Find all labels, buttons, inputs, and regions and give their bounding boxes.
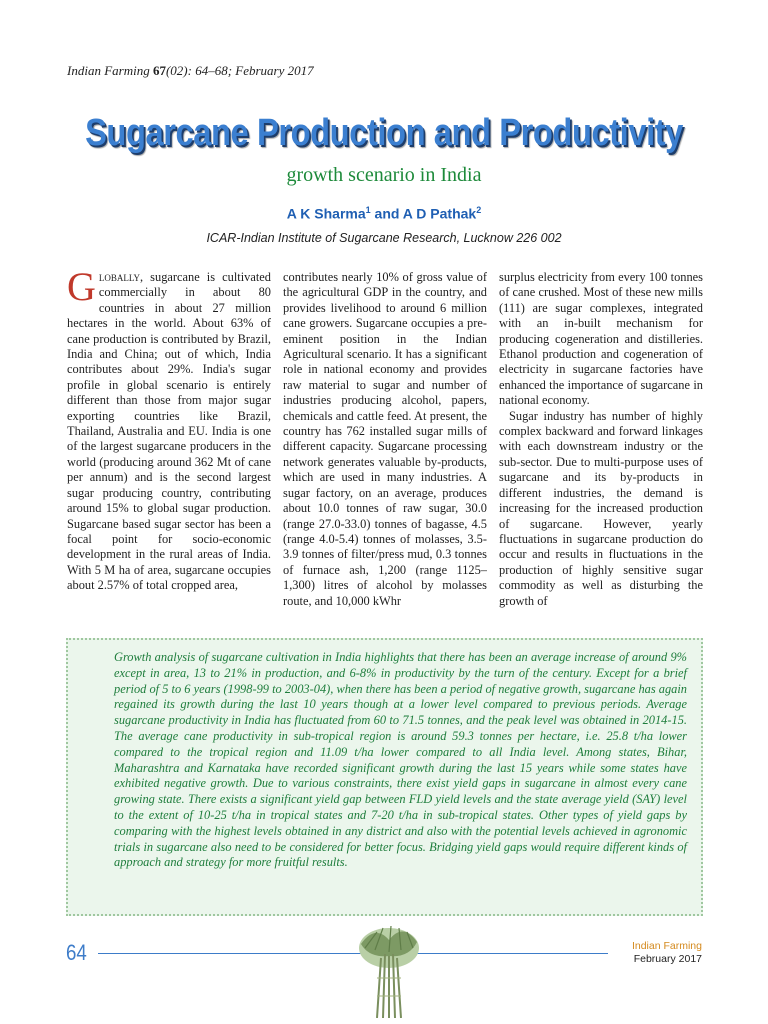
body-columns — [67, 270, 703, 622]
body-text: sugarcane is cultivated commercially in about 80 countries in about 27 million hectares in the world. About 63% of cane production is contributed by Brazil, India and China; out of which, India contributes about 29%. India's sugar profile in global scenario is entirely different than those from major sugar exporting countries like Brazil, Thailand, Australia and EU. India is one of the largest sugarcane producers in the world (producing around 362 Mt of cane per annum) and is the second largest sugar producing country, contributing around 15% to global sugar production. Sugarcane based sugar sector has been a focal point for socio-economic development in the rural areas of India. With 5 M ha of area, sugarcane occupies about 2.57% of total cropped area, — [67, 270, 271, 593]
citation-volume: 67 — [152, 63, 166, 78]
summary-text: Growth analysis of sugarcane cultivation in India highlights that there has been an average increase of around 9% except in area, 13 to 21% in production, and 6-8% in productivity by the turn of the century. Except for a brief period of 5 to 6 years (1998-99 to 2003-04), when there has been a period of negative growth, sugarcane has again regained its growth during the last 10 years though at a lower level compared to previous periods. Average sugarcane productivity in India has fluctuated from 60 to 71.5 tonnes, and the peak level was obtained in 2014-15. The average cane productivity in sub-tropical region is around 59.3 tonnes per hectare, i.e. 25.8 t/ha lower compared to the tropical region and 11.09 t/ha lower compared to all India level. Among states, Bihar, Maharashtra and Karnataka have recorded significant growth during the last 15 years while some states have exhibited negative growth. Due to various constraints, there exist yield gaps in sugarcane in almost every cane growing state. There exists a significant yield gap between FLD yield levels and the state average yield (SAY) level to the extent of 10-25 t/ha in tropical states and 7-20 t/ha in sub-tropical states. Other types of yield gaps by comparing with the highest levels obtained in any district and also with the potential levels achieved in agronomic trials in sugarcane also need to be considered for better focus. Bridging yield gaps would require different kinds of approach and strategy for more fruitful results. — [114, 650, 687, 870]
body-paragraph: contributes nearly 10% of gross value of the agricultural GDP in the country, and provides livelihood to around 6 million cane growers. Sugarcane occupies a pre-eminent position in the Indian Agricultural scenario. It has a significant role in national economy and provides raw material to sugar and number of industries producing alcohol, papers, chemicals and cattle feed. At present, the country has 762 installed sugar mills of different capacity. Sugarcane processing network generates valuable by-products, which are used in many industries. A sugar factory, on an average, produces about 10.0 tonnes of raw sugar, 30.0 (range 27.0-33.0) tonnes of bagasse, 4.5 (range 4.0-5.4) tonnes of molasses, 3.5-3.9 tonnes of filter/press mud, 0.3 tonnes of furnace ash, 1,200 (range 1125–1,300) litres of alcohol by molasses route, and 10,000 kWhr — [283, 270, 487, 608]
affiliation: ICAR-Indian Institute of Sugarcane Research, Lucknow 226 002 — [206, 231, 562, 245]
article-title: Sugarcane Production and Productivity — [85, 112, 683, 154]
body-paragraph: Sugar industry has number of highly complex backward and forward linkages with each downstream industry or the sub-sector. Due to multi-purpose uses of sugarcane and its by-products in different industries, the demand is increasing for the increased production of sugarcane. However, yearly fluctuations in sugarcane production do occur and results in fluctuations in the production of highly sensitive sugar commodity as well as disturbing the growth of — [499, 408, 703, 608]
lead-in-smallcaps: lobally, — [98, 270, 144, 284]
article-subtitle: growth scenario in India — [286, 164, 482, 186]
body-paragraph: surplus electricity from every 100 tonnes of cane crushed. Most of these new mills (111) are sugar complexes, integrated with an in-built mechanism for producing cogeneration and distilleries. Ethanol production and cogeneration of electricity in sugarcane factories have enhanced the importance of sugarcane in national economy. — [499, 270, 703, 408]
summary-box — [66, 638, 703, 916]
citation-issue: (02): 64–68; February 2017 — [165, 63, 314, 78]
body-column-1 — [67, 270, 271, 622]
body-column-3 — [499, 270, 703, 622]
citation-journal: Indian Farming — [67, 63, 150, 78]
author-2-affil-mark: 2 — [476, 205, 482, 215]
page-number: 64 — [66, 940, 87, 965]
author-1-affil-mark: 1 — [365, 205, 371, 215]
author-1: A K Sharma — [286, 205, 366, 222]
author-joiner: and — [370, 205, 403, 222]
sugarcane-plant-image — [355, 918, 423, 1018]
author-line — [0, 205, 768, 222]
footer-rule — [98, 953, 608, 954]
footer-journal-name: Indian Farming — [631, 940, 702, 952]
footer-date: February 2017 — [633, 953, 702, 965]
body-paragraph — [67, 270, 271, 594]
journal-citation — [67, 63, 314, 79]
drop-cap: G — [67, 270, 96, 309]
body-column-2 — [283, 270, 487, 622]
author-2: A D Pathak — [402, 205, 477, 222]
